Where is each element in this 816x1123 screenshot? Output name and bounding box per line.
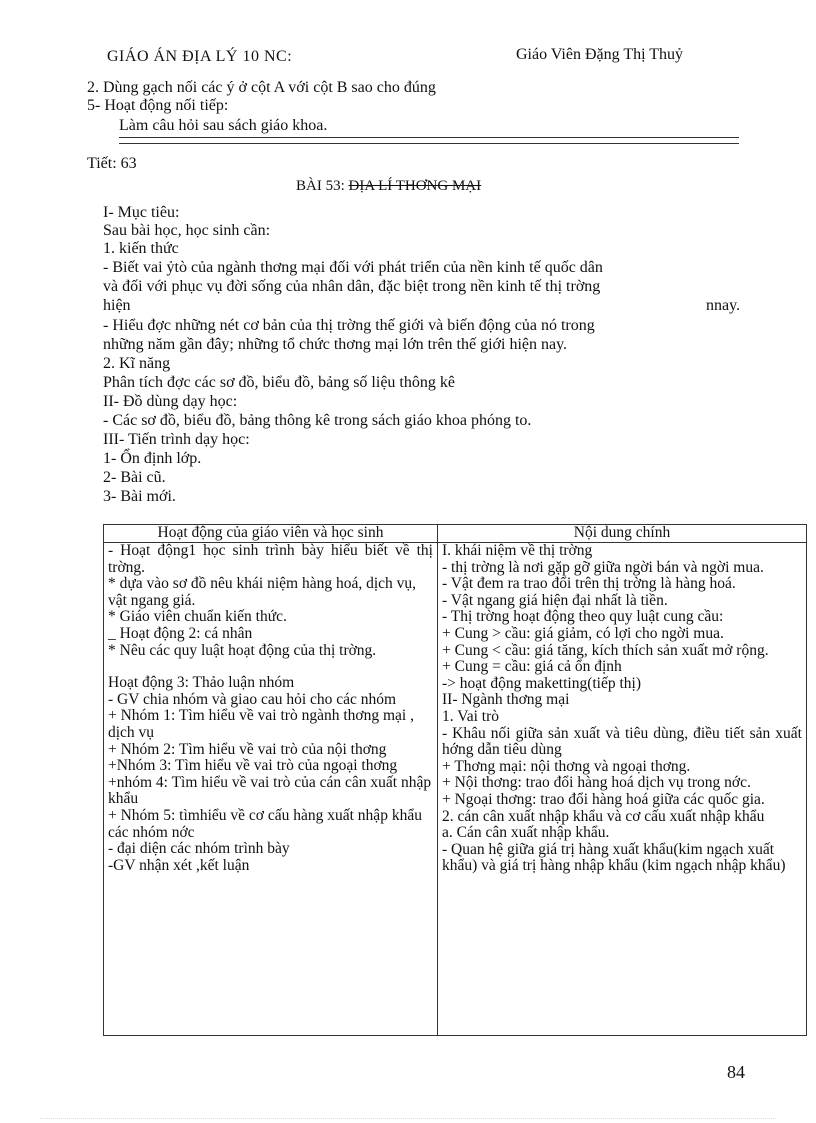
content-line: - Vật đem ra trao đổi trên thị trờng là hàng hoá.	[442, 575, 736, 593]
lesson-title-prefix: BÀI 53:	[296, 178, 349, 194]
activity-line: + Nhóm 1: Tìm hiểu về vai trò ngành thơng mại , dịch vụ	[108, 707, 414, 741]
lesson-period: Tiết: 63	[87, 155, 137, 172]
table-header-activities: Hoạt động của giáo viên và học sinh	[104, 525, 438, 543]
body-line: II- Đồ dùng dạy học:	[103, 393, 238, 410]
body-line: những năm gần đây; những tổ chức thơng mại lớn trên thế giới hiện nay.	[103, 336, 568, 353]
body-line: 1- Ổn định lớp.	[103, 450, 202, 467]
separator-line	[119, 137, 739, 144]
page-number: 84	[727, 1062, 745, 1082]
content-line: + Ngoại thơng: trao đổi hàng hoá giữa các quốc gia.	[442, 790, 765, 808]
body-line: Phân tích đợc các sơ đồ, biểu đồ, bảng số liệu thông kê	[103, 374, 455, 391]
body-line: - Biết vai ỷtò của ngành thơng mại đối với phát triển của nền kinh tế quốc dân	[103, 259, 603, 276]
content-line: + Cung < cầu: giá tăng, kích thích sản xuất mở rộng.	[442, 641, 769, 659]
activity-line: +Nhóm 3: Tìm hiểu về vai trò của ngoại thơng	[108, 757, 398, 775]
activity-line: _ Hoạt động 2: cá nhân	[108, 624, 253, 642]
body-line: hiện	[103, 297, 131, 314]
table-header-content: Nội dung chính	[438, 525, 807, 543]
page-bottom-dotted-line	[40, 1118, 776, 1119]
content-line: + Thơng mại: nội thơng và ngoại thơng.	[442, 757, 691, 775]
content-line: II- Ngành thơng mại	[442, 691, 570, 709]
intro-line: 5- Hoạt động nối tiếp:	[87, 97, 229, 114]
header-subject: GIÁO ÁN ĐỊA LÝ 10 NC:	[107, 48, 293, 65]
lesson-table	[103, 524, 807, 1036]
body-line: 2- Bài cũ.	[103, 469, 166, 486]
content-cell	[438, 543, 807, 1036]
lesson-title-struck: ĐỊA LÍ THƠNG MẠI	[348, 178, 482, 194]
header-teacher: Giáo Viên Đặng Thị Thuỷ	[516, 46, 684, 63]
content-line: - Thị trờng hoạt động theo quy luật cung cầu:	[442, 608, 724, 626]
activity-line: +nhóm 4: Tìm hiểu về vai trò của cán cân xuất nhập khẩu	[108, 773, 432, 808]
body-line: 3- Bài mới.	[103, 488, 176, 505]
body-line: - Các sơ đồ, biểu đồ, bảng thông kê trong sách giáo khoa phóng to.	[103, 412, 532, 429]
content-line: + Nội thơng: trao đổi hàng hoá dịch vụ trong nớc.	[442, 774, 751, 792]
body-line: 2. Kĩ năng	[103, 355, 171, 372]
activity-line: * Giáo viên chuẩn kiến thức.	[108, 608, 287, 626]
table-row	[104, 543, 807, 1036]
activity-line: * dựa vào sơ đồ nêu khái niệm hàng hoá, dịch vụ, vật ngang giá.	[108, 575, 417, 609]
table-header-row	[104, 525, 807, 543]
intro-line: 2. Dùng gạch nối các ý ở cột A với cột B sao cho đúng	[87, 79, 436, 96]
content-line: + Cung = cầu: giá cả ổn định	[442, 658, 622, 676]
body-line: I- Mục tiêu:	[103, 204, 180, 221]
content-line: a. Cán cân xuất nhập khẩu.	[442, 824, 610, 842]
activity-line: -GV nhận xét ,kết luận	[108, 856, 250, 874]
body-line: 1. kiến thức	[103, 240, 179, 257]
content-line: 2. cán cân xuất nhập khẩu và cơ cấu xuất nhập khẩu	[442, 807, 765, 825]
content-line: + Cung > cầu: giá giảm, có lợi cho ngời mua.	[442, 624, 724, 642]
body-line: nnay.	[706, 297, 741, 314]
content-line: -> hoạt động maketting(tiếp thị)	[442, 674, 642, 692]
content-line: - Vật ngang giá hiện đại nhất là tiền.	[442, 591, 668, 609]
body-line: và đối với phục vụ đời sống của nhân dân, đặc biệt trong nền kinh tế thị trờng	[103, 278, 601, 295]
activity-line: Hoạt động 3: Thảo luận nhóm	[108, 674, 295, 692]
activity-line: - GV chia nhóm và giao cau hỏi cho các nhóm	[108, 690, 397, 708]
content-line: - thị trờng là nơi gặp gỡ giữa ngời bán và ngời mua.	[442, 558, 764, 576]
activity-line	[108, 659, 433, 675]
activity-line: + Nhóm 5: tìmhiểu về cơ cấu hàng xuất nhập khẩu các nhóm nớc	[108, 806, 422, 841]
activity-line: * Nêu các quy luật hoạt động của thị trờng.	[108, 641, 377, 659]
content-line: - Quan hệ giữa giá trị hàng xuất khẩu(kim ngạch xuất khẩu) và giá trị hàng nhập khẩu (kim ngạch nhập khẩu)	[442, 840, 786, 875]
body-line: Sau bài học, học sinh cần:	[103, 222, 271, 239]
content-line: 1. Vai trò	[442, 707, 499, 725]
content-line: I. khái niệm về thị trờng	[442, 542, 593, 559]
activity-line: - đại diện các nhóm trình bày	[108, 840, 290, 858]
activity-line: + Nhóm 2: Tìm hiểu về vai trò của nội thơng	[108, 740, 387, 758]
activity-line: - Hoạt động1 học sinh trình bày hiểu biết về thị trờng.	[108, 542, 433, 576]
content-line: - Khâu nối giữa sản xuất và tiêu dùng, điều tiết sản xuất hớng dẫn tiêu dùng	[442, 724, 802, 759]
lesson-title	[296, 178, 481, 195]
body-line: - Hiểu đợc những nét cơ bản của thị trờng thế giới và biến động của nó trong	[103, 317, 595, 334]
intro-line: Làm câu hỏi sau sách giáo khoa.	[119, 117, 328, 134]
activities-cell	[104, 543, 438, 1036]
body-line: III- Tiến trình dạy học:	[103, 431, 250, 448]
